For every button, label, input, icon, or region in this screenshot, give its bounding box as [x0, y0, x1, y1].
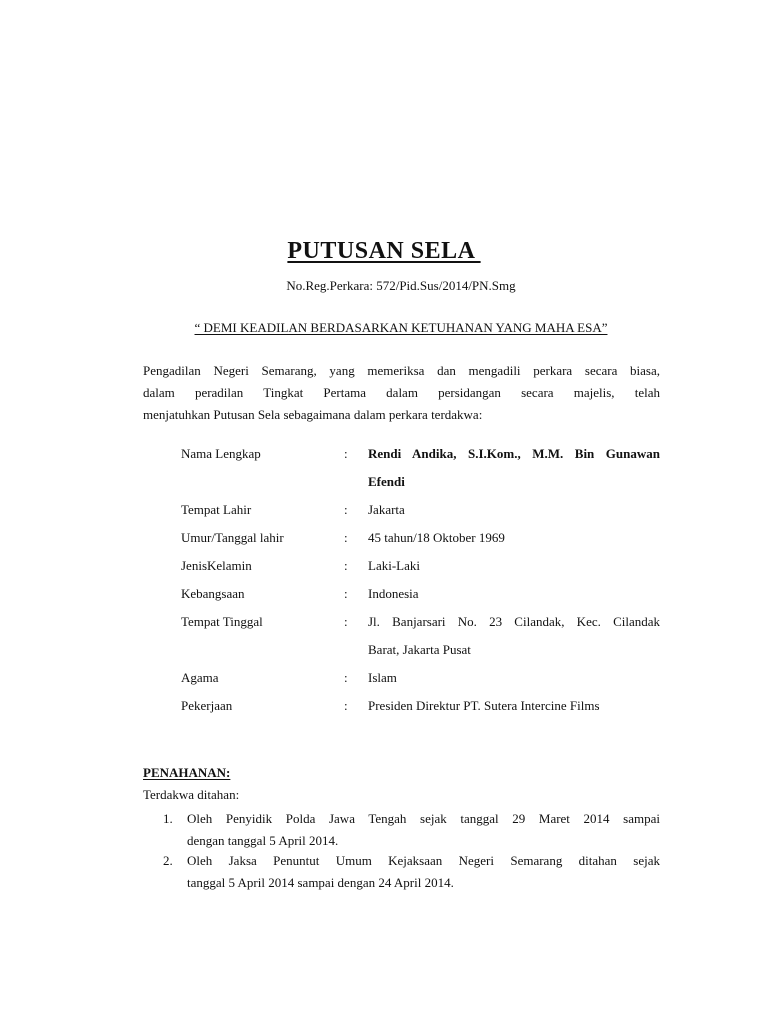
- detention-item-text: [187, 850, 660, 894]
- field-label: Kebangsaan: [181, 586, 245, 601]
- detention-item-line: tanggal 5 April 2014 sampai dengan 24 April 2014.: [187, 875, 454, 890]
- field-value: Laki-Laki: [368, 558, 420, 573]
- detention-heading: PENAHANAN:: [143, 765, 231, 780]
- field-value: Jakarta: [368, 502, 405, 517]
- field-value: Islam: [368, 670, 397, 685]
- field-value: Rendi Andika, S.I.Kom., M.M. Bin Gunawan: [368, 446, 660, 461]
- detention-item-line: Oleh Jaksa Penuntut Umum Kejaksaan Negeri Semarang ditahan sejak: [187, 853, 660, 868]
- field-value: Efendi: [368, 474, 405, 489]
- field-separator: :: [344, 446, 348, 461]
- detention-item-number: 1.: [163, 811, 173, 826]
- field-separator: :: [344, 502, 348, 517]
- field-label: Nama Lengkap: [181, 446, 261, 461]
- field-label: Umur/Tanggal lahir: [181, 530, 284, 545]
- field-label: Agama: [181, 670, 219, 685]
- field-value: Presiden Direktur PT. Sutera Intercine Films: [368, 698, 600, 713]
- detention-item-line: Oleh Penyidik Polda Jawa Tengah sejak tanggal 29 Maret 2014 sampai: [187, 811, 660, 826]
- document-title-text: PUTUSAN SELA: [287, 238, 481, 264]
- detention-lead: Terdakwa ditahan:: [143, 787, 240, 802]
- court-motto: “ DEMI KEADILAN BERDASARKAN KETUHANAN YANG MAHA ESA”: [194, 320, 608, 335]
- field-separator: :: [344, 698, 348, 713]
- case-registration-number: No.Reg.Perkara: 572/Pid.Sus/2014/PN.Smg: [286, 278, 516, 293]
- document-title: [0, 238, 768, 265]
- intro-line: dalam peradilan Tingkat Pertama dalam persidangan secara majelis, telah: [143, 385, 660, 400]
- detention-item-line: dengan tanggal 5 April 2014.: [187, 833, 339, 848]
- field-value: Indonesia: [368, 586, 419, 601]
- field-label: Tempat Tinggal: [181, 614, 263, 629]
- intro-line: menjatuhkan Putusan Sela sebagaimana dalam perkara terdakwa:: [143, 407, 483, 422]
- field-separator: :: [344, 670, 348, 685]
- intro-line: Pengadilan Negeri Semarang, yang memeriksa dan mengadili perkara secara biasa,: [143, 363, 660, 378]
- field-label: JenisKelamin: [181, 558, 252, 573]
- field-separator: :: [344, 558, 348, 573]
- field-value: 45 tahun/18 Oktober 1969: [368, 530, 505, 545]
- detention-item-number: 2.: [163, 853, 173, 868]
- detention-item-text: [187, 808, 660, 852]
- field-separator: :: [344, 586, 348, 601]
- field-value: Jl. Banjarsari No. 23 Cilandak, Kec. Cilandak: [368, 614, 660, 629]
- field-label: Tempat Lahir: [181, 502, 252, 517]
- field-value: Barat, Jakarta Pusat: [368, 642, 471, 657]
- intro-paragraph: [143, 360, 660, 426]
- field-label: Pekerjaan: [181, 698, 233, 713]
- field-separator: :: [344, 614, 348, 629]
- field-separator: :: [344, 530, 348, 545]
